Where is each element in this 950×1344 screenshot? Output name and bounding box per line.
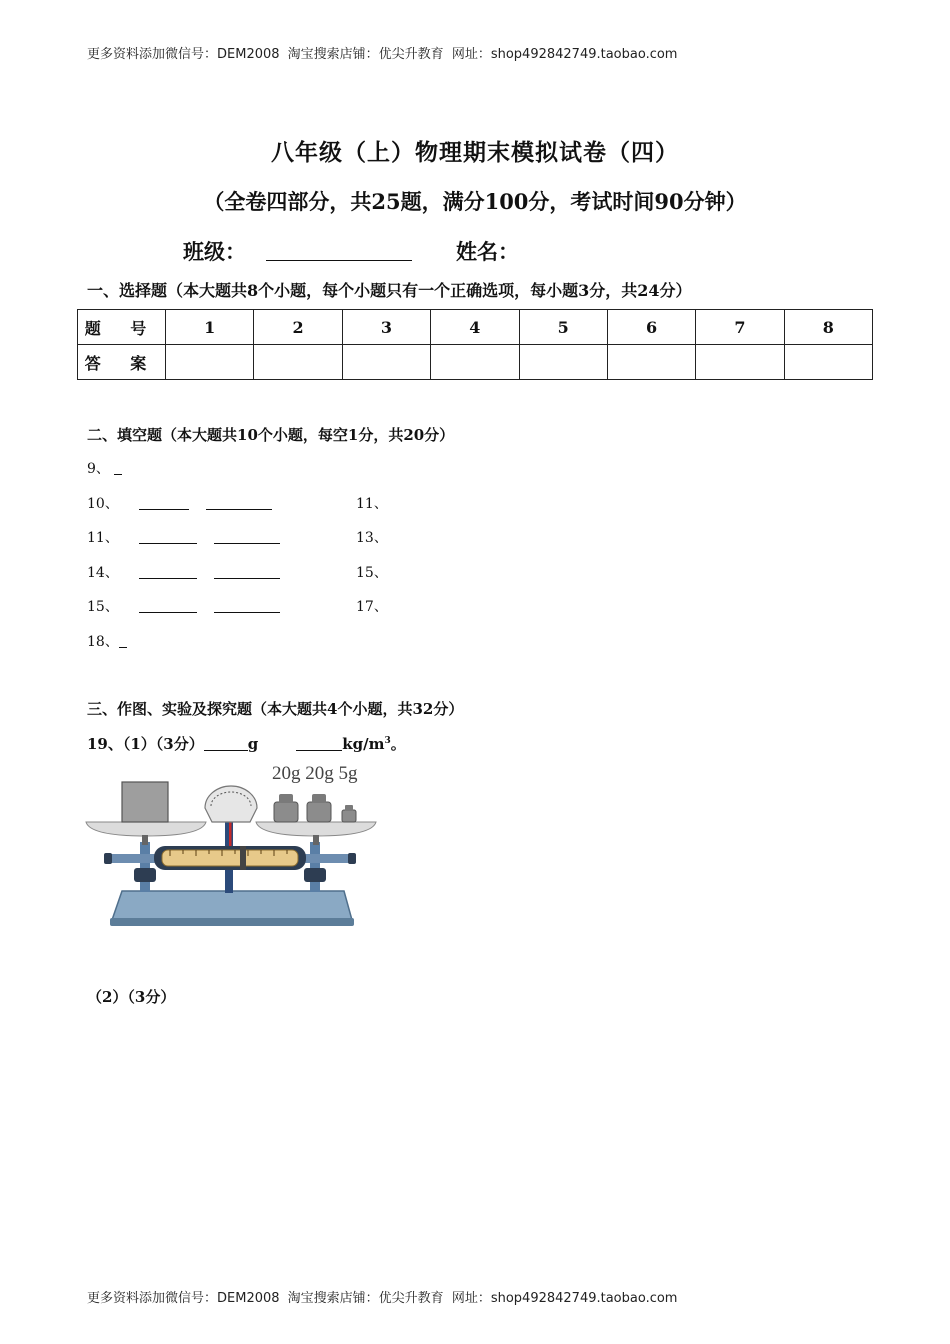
header-shop: 淘宝搜索店铺：优尖升教育: [287, 47, 444, 62]
left-knob: [134, 868, 156, 882]
fill-item-14: 14、: [87, 562, 280, 582]
question-number: 3: [342, 310, 430, 345]
mass-blank[interactable]: [204, 736, 248, 751]
footer-shop: 淘宝搜索店铺：优尖升教育: [287, 1291, 444, 1306]
section2-heading: 二、填空题（本大题共10个小题，每空1分，共20分）: [87, 426, 455, 444]
fill-item-17: 17、: [356, 599, 388, 615]
question-19-part2: （2）（3分）: [87, 988, 176, 1006]
answer-blank[interactable]: [114, 460, 122, 475]
fill-item-18: 18、: [87, 631, 127, 651]
question-number: 1: [166, 310, 254, 345]
right-pan: [256, 822, 376, 836]
question-number-row: [78, 310, 873, 345]
weight-20g: [274, 802, 298, 822]
answer-blank[interactable]: [139, 564, 197, 579]
answer-blank[interactable]: [214, 564, 280, 579]
right-pillar: [310, 842, 320, 892]
footer-wechat: 更多资料添加微信号：DEM2008: [87, 1291, 280, 1306]
right-pan-stem: [313, 835, 319, 845]
weight-20g-knob: [279, 794, 293, 803]
right-screw: [348, 853, 356, 864]
weights-label: 20g 20g 5g: [272, 763, 358, 784]
exam-title: 八年级（上）物理期末模拟试卷（四）: [271, 139, 679, 166]
answer-blank[interactable]: [139, 529, 197, 544]
answer-blank[interactable]: [139, 495, 189, 510]
answer-cell[interactable]: [254, 345, 342, 380]
question-number: 6: [607, 310, 695, 345]
measured-object: [122, 782, 168, 822]
left-pan: [86, 822, 206, 836]
section1-heading: 一、选择题（本大题共8个小题，每个小题只有一个正确选项，每小题3分，共24分）: [87, 281, 692, 300]
answer-cell[interactable]: [166, 345, 254, 380]
left-pillar: [140, 842, 150, 892]
answer-table: [77, 309, 873, 380]
page-header: [87, 43, 681, 62]
answer-blank[interactable]: [119, 633, 127, 648]
header-wechat: 更多资料添加微信号：DEM2008: [87, 47, 280, 62]
dial: [205, 786, 257, 822]
answer-blank[interactable]: [139, 598, 197, 613]
answer-cell[interactable]: [519, 345, 607, 380]
left-screw: [104, 853, 112, 864]
fill-item-10: 10、: [87, 493, 272, 513]
weight-20g-knob: [312, 794, 326, 803]
page-footer: [87, 1287, 681, 1306]
fill-item-13: 13、: [356, 530, 388, 546]
balance-scale-illustration: [82, 758, 382, 933]
name-row: [183, 236, 519, 266]
rider: [240, 846, 246, 870]
name-label: 姓名：: [456, 239, 519, 264]
answer-cell[interactable]: [784, 345, 872, 380]
class-label: 班级：: [183, 239, 246, 264]
question-number: 2: [254, 310, 342, 345]
answer-row: [78, 345, 873, 380]
weight-5g: [342, 810, 356, 822]
section3-heading: 三、作图、实验及探究题（本大题共4个小题，共32分）: [87, 700, 464, 718]
weight-5g-knob: [345, 805, 353, 811]
footer-site: 网址：shop492842749.taobao.com: [451, 1291, 678, 1306]
class-blank[interactable]: [266, 240, 412, 261]
row-label-number: 题 号: [78, 310, 166, 345]
question-number: 4: [431, 310, 519, 345]
row-label-answer: 答 案: [78, 345, 166, 380]
scale-base-foot: [110, 918, 354, 926]
header-site: 网址：shop492842749.taobao.com: [451, 47, 678, 62]
answer-cell[interactable]: [342, 345, 430, 380]
question-19-part1: 19、（1）（3分） g $kg/m^3$。: [87, 735, 406, 753]
question-number: 7: [696, 310, 784, 345]
answer-blank[interactable]: [206, 495, 272, 510]
answer-cell[interactable]: [431, 345, 519, 380]
fill-item-9: 9、: [87, 458, 122, 478]
ruler-scale: [162, 850, 298, 866]
fill-item-11: 11、: [356, 496, 388, 512]
scale-base: [112, 891, 352, 920]
answer-cell[interactable]: [696, 345, 784, 380]
weight-20g: [307, 802, 331, 822]
fill-item-15: 15、: [356, 565, 388, 581]
density-blank[interactable]: [296, 736, 342, 751]
fill-item-15: 15、: [87, 596, 280, 616]
left-pan-stem: [142, 835, 148, 845]
answer-blank[interactable]: [214, 598, 280, 613]
fill-item-11: 11、: [87, 527, 280, 547]
right-knob: [304, 868, 326, 882]
question-number: 5: [519, 310, 607, 345]
answer-cell[interactable]: [607, 345, 695, 380]
exam-subtitle: （全卷四部分，共25题，满分100分，考试时间90分钟）: [203, 189, 747, 214]
answer-blank[interactable]: [214, 529, 280, 544]
question-number: 8: [784, 310, 872, 345]
